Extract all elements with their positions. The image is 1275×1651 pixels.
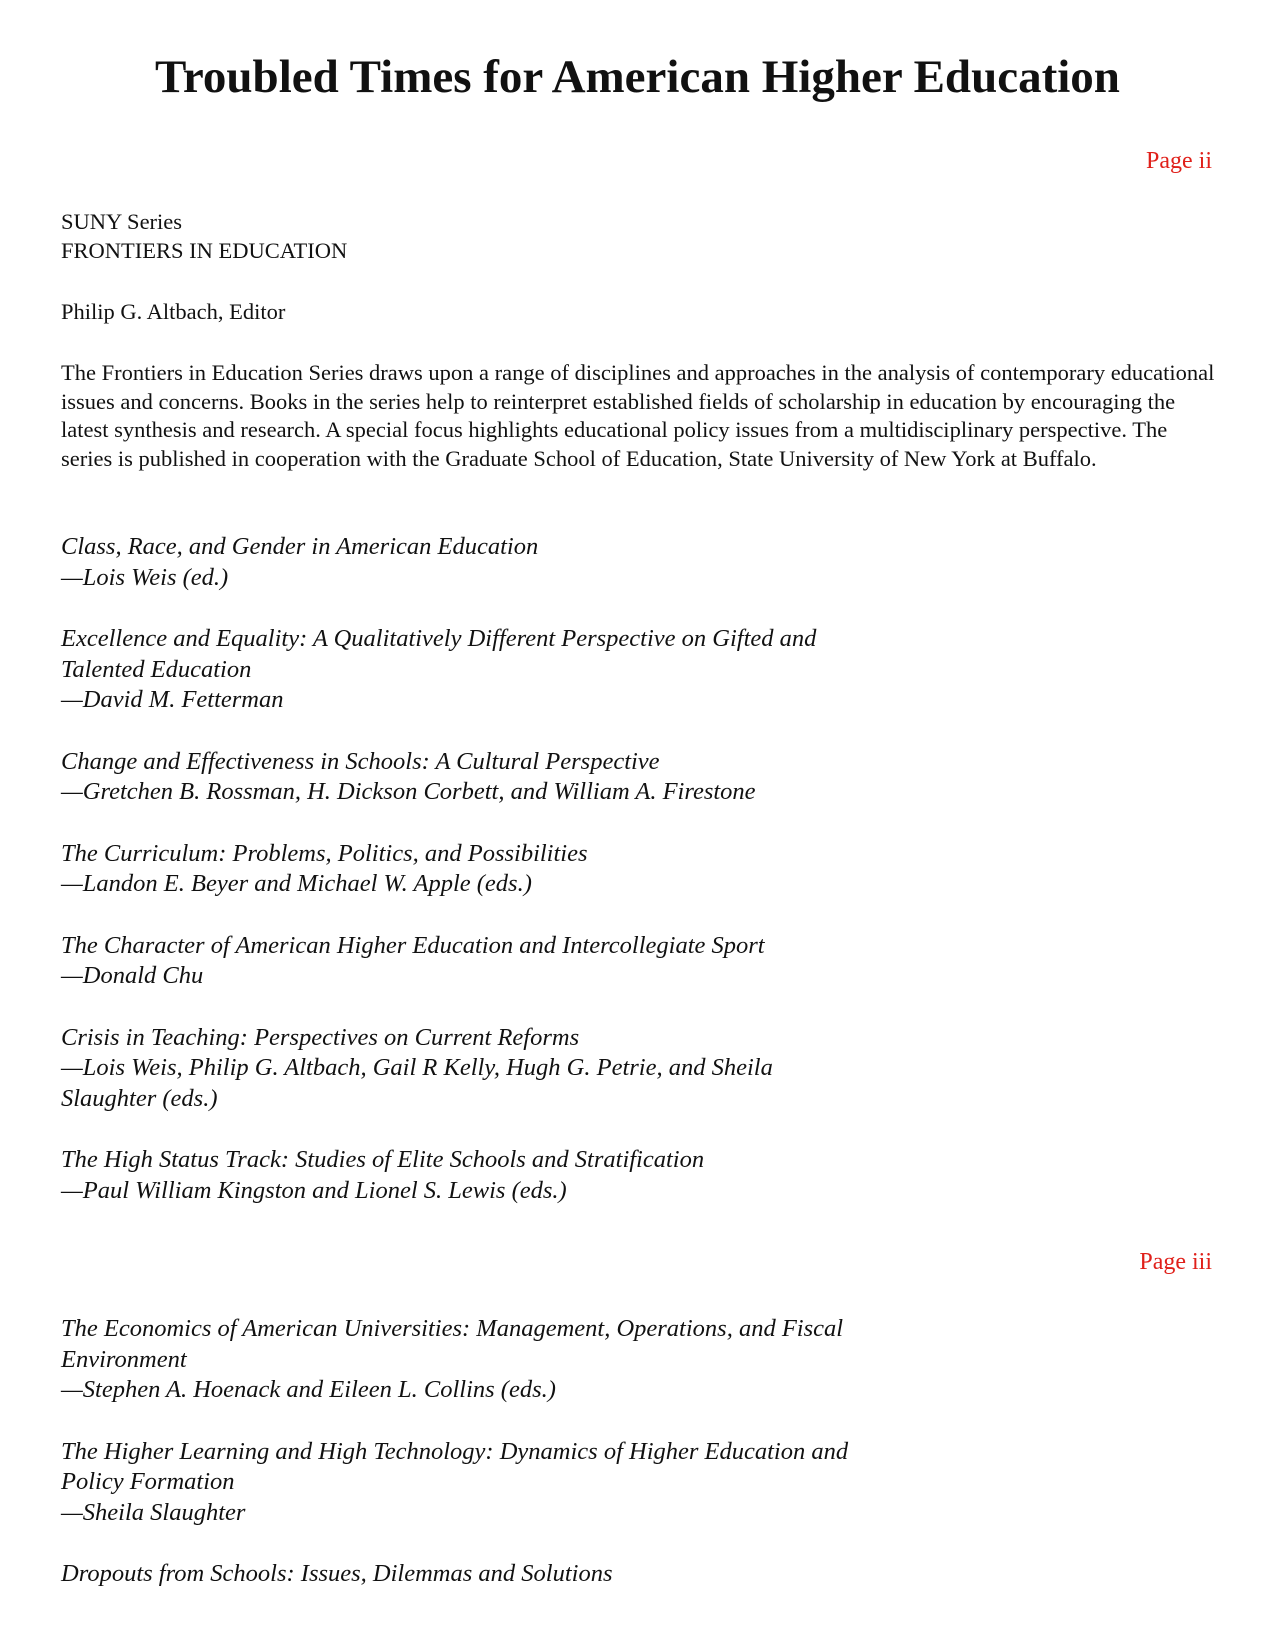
book-author: —Sheila Slaughter: [61, 1498, 246, 1526]
book-title: The Higher Learning and High Technology: Dynamics of Higher Education and Policy Formation: [61, 1437, 849, 1495]
page-marker-iii: Page iii: [1139, 1249, 1212, 1275]
book-entry: [61, 839, 1161, 900]
book-entry: [61, 624, 851, 716]
series-subtitle: FRONTIERS IN EDUCATION: [61, 237, 348, 263]
book-author: —Stephen A. Hoenack and Eileen L. Collins (eds.): [61, 1376, 556, 1403]
book-title: The Character of American Higher Education and Intercollegiate Sport: [61, 931, 765, 959]
book-entry: [61, 1314, 851, 1406]
book-title: Crisis in Teaching: Perspectives on Current Reforms: [61, 1023, 580, 1051]
book-title: Excellence and Equality: A Qualitatively Different Perspective on Gifted and Talented Education: [61, 625, 817, 683]
book-author: —Lois Weis (ed.): [61, 563, 229, 591]
book-author: —Paul William Kingston and Lionel S. Lewis (eds.): [61, 1176, 567, 1204]
book-entry: [61, 1145, 1161, 1206]
book-entry: [61, 1559, 1161, 1590]
book-title: The Curriculum: Problems, Politics, and Possibilities: [61, 839, 588, 867]
book-list-page-iii: [61, 1314, 1161, 1621]
book-author: —Gretchen B. Rossman, H. Dickson Corbett, and William A. Firestone: [61, 778, 756, 805]
book-list-page-ii: [61, 532, 1161, 1237]
book-entry: [61, 1023, 851, 1115]
book-entry: [61, 1437, 851, 1529]
book-author: —David M. Fetterman: [61, 686, 284, 713]
series-name: SUNY Series: [61, 209, 183, 234]
document-title: Troubled Times for American Higher Education: [155, 51, 1120, 103]
book-author: —Donald Chu: [61, 962, 204, 989]
page-marker-ii: Page ii: [1146, 148, 1212, 174]
book-title: Change and Effectiveness in Schools: A Cultural Perspective: [61, 747, 660, 775]
series-heading: [61, 208, 1211, 265]
book-entry: [61, 931, 1161, 992]
book-entry: [61, 747, 1161, 808]
book-author: —Lois Weis, Philip G. Altbach, Gail R Kelly, Hugh G. Petrie, and Sheila Slaughter (eds.): [61, 1054, 773, 1112]
book-title: Dropouts from Schools: Issues, Dilemmas and Solutions: [61, 1560, 613, 1587]
series-description: The Frontiers in Education Series draws upon a range of disciplines and approaches in the analysis of contemporary educational issues and concerns. Books in the series help to reinterpret established fields of scholarship in education by encouraging the latest synthesis and research. A special focus highlights educational policy issues from a multidisciplinary perspective. The series is published in cooperation with the Graduate School of Education, State University of New York at Buffalo.: [61, 360, 1215, 471]
series-editor: Philip G. Altbach, Editor: [61, 299, 286, 324]
book-title: The Economics of American Universities: Management, Operations, and Fiscal Environment: [61, 1315, 844, 1373]
book-entry: [61, 532, 1161, 593]
book-author: —Landon E. Beyer and Michael W. Apple (eds.): [61, 870, 532, 897]
book-title: The High Status Track: Studies of Elite Schools and Stratification: [61, 1146, 705, 1173]
book-title: Class, Race, and Gender in American Education: [61, 533, 539, 560]
